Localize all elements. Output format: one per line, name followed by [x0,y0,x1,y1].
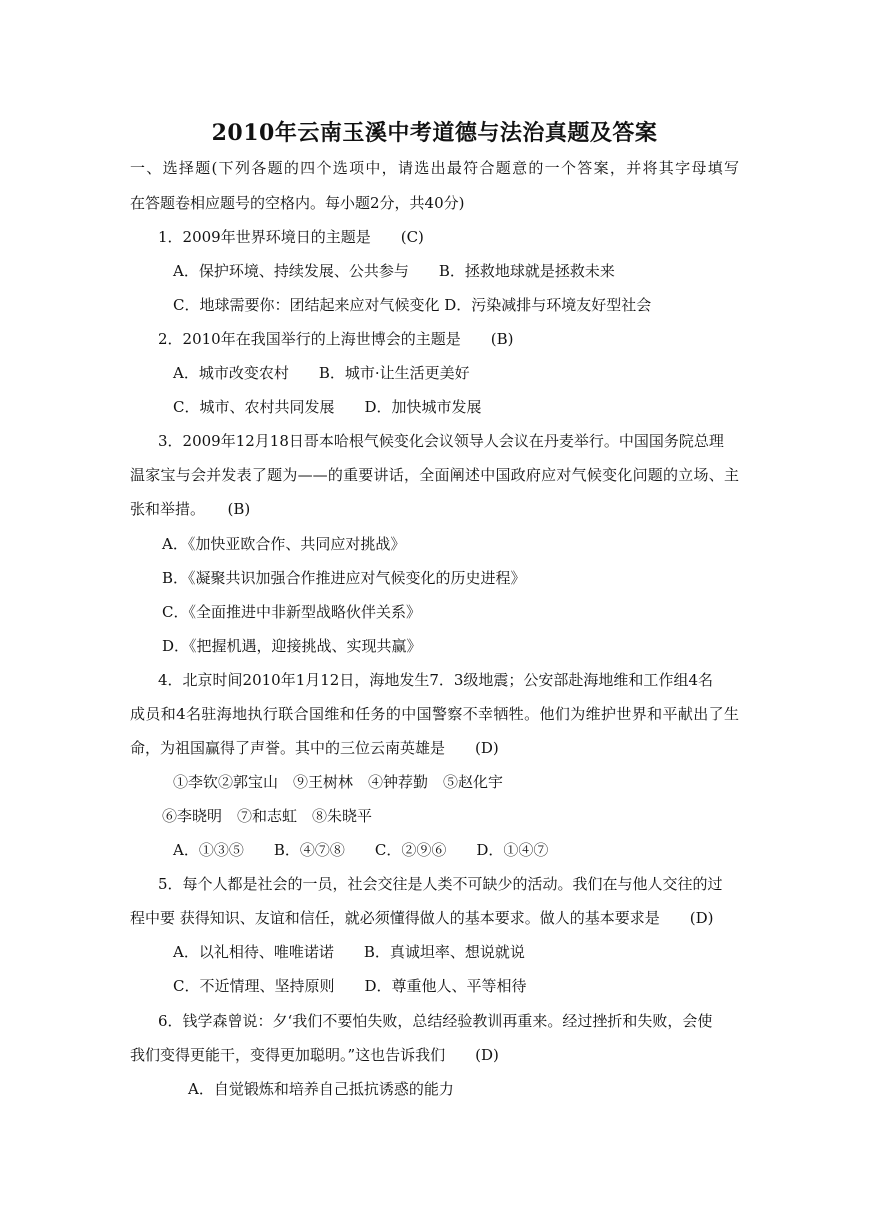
question-1-options-ab: A．保护环境、持续发展、公共参与 B．拯救地球就是拯救未来 [173,262,615,280]
section-intro-line-2: 在答题卷相应题号的空格内。每小题2分，共40分) [130,194,465,212]
question-2-stem: 2．2010年在我国举行的上海世博会的主题是 (B) [158,330,514,348]
question-1-options-cd: C．地球需要你：团结起来应对气候变化 D．污染减排与环境友好型社会 [173,296,652,314]
question-6-stem-line-2: 我们变得更能干，变得更加聪明。”这也告诉我们 (D) [130,1046,499,1064]
question-4-names-line-2: ⑥李晓明 ⑦和志虹 ⑧朱晓平 [162,807,373,825]
question-2-options-cd: C．城市、农村共同发展 D．加快城市发展 [173,398,482,416]
question-6-stem-line-1: 6．钱学森曾说：夕‘我们不要怕失败，总结经验教训再重来。经过挫折和失败，会使 [158,1012,713,1030]
document-title: 2010年云南玉溪中考道德与法治真题及答案 [211,120,658,146]
question-3-stem-line-3: 张和举措。 (B) [130,500,251,518]
question-4-stem-line-3: 命，为祖国赢得了声誉。其中的三位云南英雄是 (D) [130,739,499,757]
section-intro-line-1: 一、选择题(下列各题的四个选项中，请选出最符合题意的一个答案，并将其字母填写 [130,159,739,177]
question-4-options: A．①③⑤ B．④⑦⑧ C．②⑨⑥ D．①④⑦ [173,841,549,859]
question-4-stem-line-2: 成员和4名驻海地执行联合国维和任务的中国警察不幸牺牲。他们为维护世界和平献出了生 [130,705,739,723]
question-3-option-a: A．《加快亚欧合作、共同应对挑战》 [162,535,406,553]
question-5-options-cd: C．不近情理、坚持原则 D．尊重他人、平等相待 [173,977,527,995]
question-3-stem-line-2: 温家宝与会并发表了题为——的重要讲话，全面阐述中国政府应对气候变化问题的立场、主 [130,466,739,484]
question-6-option-a: A．自觉锻炼和培养自己抵抗诱惑的能力 [188,1080,454,1098]
question-5-stem-line-1: 5．每个人都是社会的一员，社会交往是人类不可缺少的活动。我们在与他人交往的过 [158,875,723,893]
question-3-option-d: D．《把握机遇，迎接挑战、实现共赢》 [162,637,422,655]
question-3-option-b: B．《凝聚共识加强合作推进应对气候变化的历史进程》 [162,569,526,587]
question-2-options-ab: A．城市改变农村 B．城市·让生活更美好 [173,364,470,382]
question-4-stem-line-1: 4．北京时间2010年1月12日，海地发生7．3级地震；公安部赴海地维和工作组4名 [158,671,713,689]
question-3-stem-line-1: 3．2009年12月18日哥本哈根气候变化会议领导人会议在丹麦举行。中国国务院总理 [158,432,724,450]
question-3-option-c: C．《全面推进中非新型战略伙伴关系》 [162,603,421,621]
question-5-options-ab: A．以礼相待、唯唯诺诺 B．真诚坦率、想说就说 [173,943,525,961]
question-5-stem-line-2: 程中要 获得知识、友谊和信任，就必须懂得做人的基本要求。做人的基本要求是 (D) [130,909,714,927]
question-4-names-line-1: ①李钦②郭宝山 ⑨王树林 ④钟荐勤 ⑤赵化宇 [173,773,504,791]
question-1-stem: 1．2009年世界环境日的主题是 (C) [158,228,424,246]
